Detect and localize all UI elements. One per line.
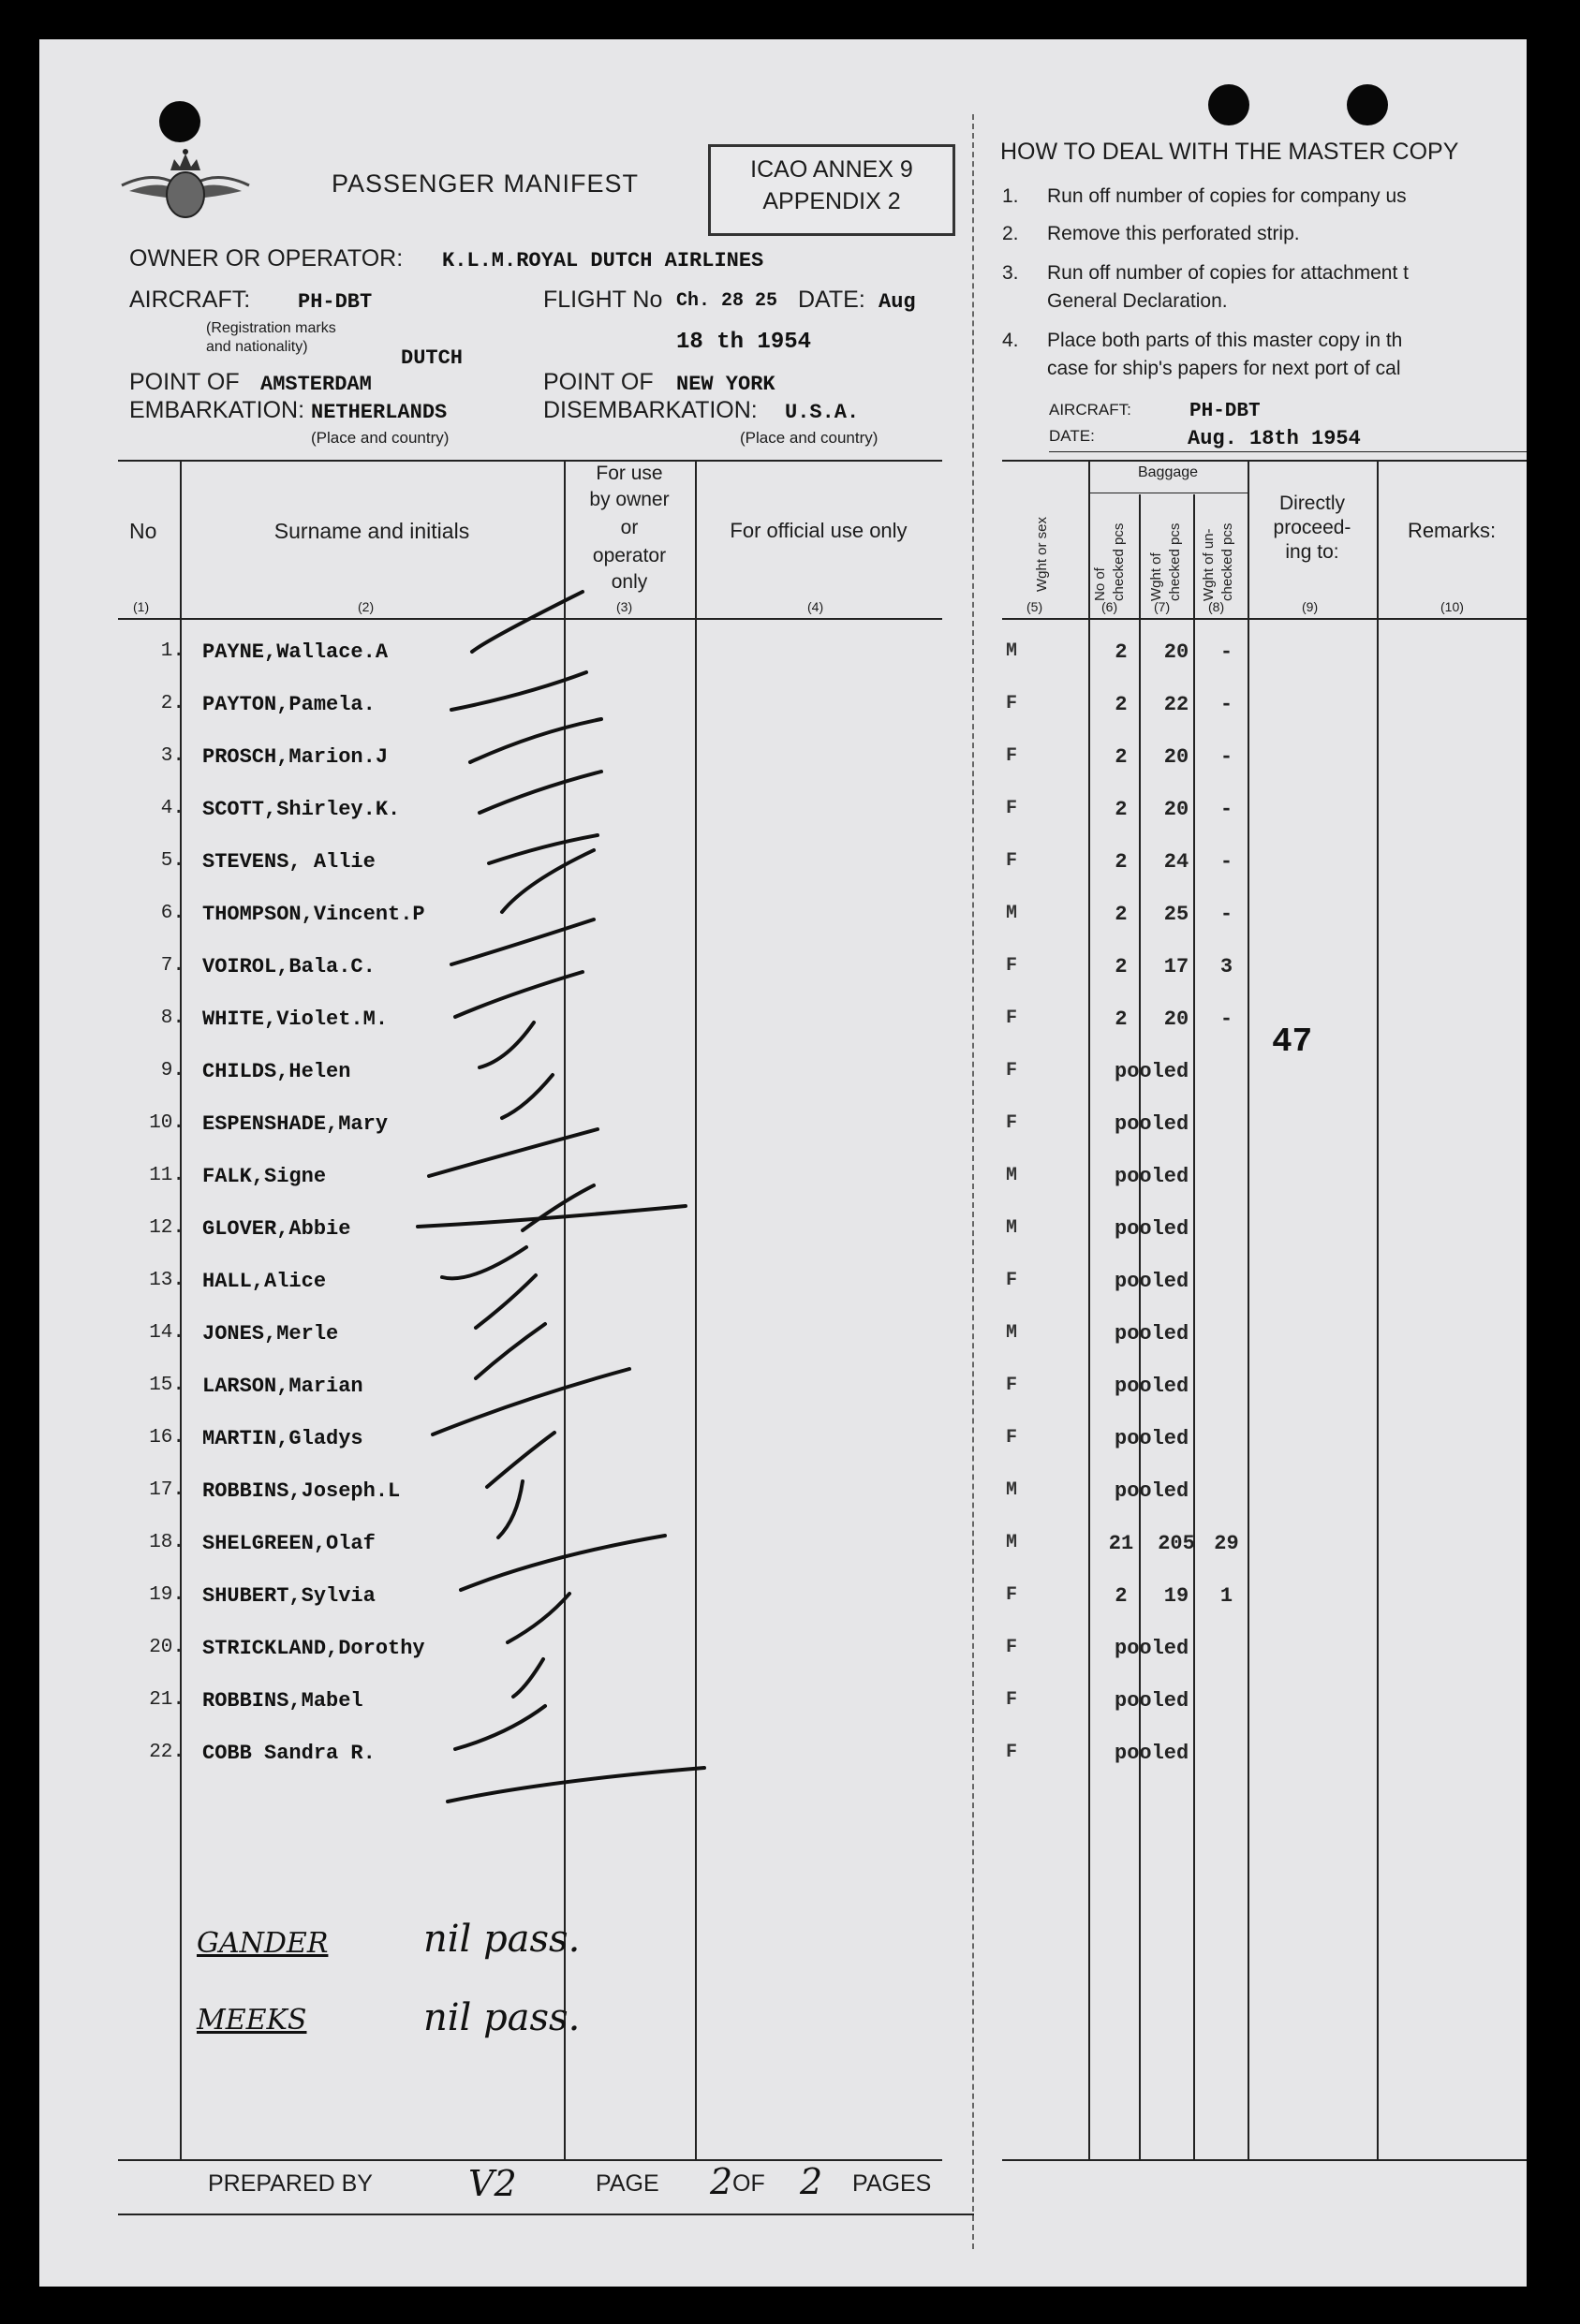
checked-pieces: 2 bbox=[1115, 798, 1128, 821]
checked-pieces: 2 bbox=[1115, 1584, 1128, 1608]
handwritten-checkmarks bbox=[39, 39, 976, 1818]
master-date-value: Aug. 18th 1954 bbox=[1188, 427, 1361, 450]
col-header-for-use-3: or bbox=[620, 517, 639, 538]
col-num-4: (4) bbox=[807, 599, 824, 614]
row-number: 4. bbox=[160, 798, 185, 819]
of-label: OF bbox=[732, 2170, 765, 2197]
disembarkation-label-1: POINT OF bbox=[543, 369, 654, 395]
passenger-name: SHELGREEN,Olaf bbox=[202, 1532, 376, 1555]
col-header-for-use-1: For use bbox=[596, 463, 663, 484]
col-header-surname: Surname and initials bbox=[273, 519, 470, 543]
unchecked-weight: 3 bbox=[1219, 955, 1233, 978]
passenger-name: THOMPSON,Vincent.P bbox=[202, 903, 425, 926]
passenger-sex: F bbox=[1005, 798, 1017, 819]
pooled-note: pooled bbox=[1115, 1427, 1189, 1450]
checked-weight: 205 bbox=[1158, 1532, 1195, 1555]
master-step-3: Run off number of copies for attachment t bbox=[1047, 262, 1409, 284]
checked-pieces: 2 bbox=[1115, 1008, 1128, 1031]
row-number: 18. bbox=[149, 1532, 185, 1553]
unchecked-weight: - bbox=[1219, 640, 1233, 664]
checked-weight: 20 bbox=[1163, 798, 1189, 821]
of-value: 2 bbox=[800, 2161, 823, 2202]
master-step-3-cont: General Declaration. bbox=[1047, 290, 1228, 312]
passenger-name: LARSON,Marian bbox=[202, 1375, 363, 1398]
master-step-2-num: 2. bbox=[1002, 223, 1019, 244]
checked-weight: 20 bbox=[1163, 640, 1189, 664]
row-number: 22. bbox=[149, 1742, 185, 1763]
unchecked-weight: - bbox=[1219, 1008, 1233, 1031]
pages-label: PAGES bbox=[852, 2170, 932, 2197]
unchecked-weight: - bbox=[1219, 798, 1233, 821]
nationality-note: and nationality) bbox=[206, 339, 308, 355]
disembarkation-place-note: (Place and country) bbox=[740, 429, 879, 447]
page-value: 2 bbox=[710, 2161, 733, 2202]
col-header-unchecked-2: checked pcs bbox=[1219, 522, 1235, 601]
row-number: 10. bbox=[149, 1112, 185, 1134]
col-header-no: No bbox=[129, 519, 157, 543]
master-date-underline bbox=[1049, 451, 1527, 452]
passenger-name: ROBBINS,Joseph.L bbox=[202, 1479, 401, 1503]
note-text-1: nil pass. bbox=[423, 1918, 581, 1961]
embarkation-country: NETHERLANDS bbox=[311, 401, 448, 424]
flight-label: FLIGHT No bbox=[543, 287, 663, 313]
note-place-1: GANDER bbox=[197, 1927, 329, 1960]
passenger-sex: M bbox=[1005, 640, 1017, 662]
passenger-sex: F bbox=[1005, 1689, 1017, 1711]
passenger-name: ROBBINS,Mabel bbox=[202, 1689, 363, 1713]
passenger-sex: F bbox=[1005, 1008, 1017, 1029]
registration-note: (Registration marks bbox=[206, 320, 336, 336]
row-number: 11. bbox=[149, 1165, 185, 1186]
passenger-name: JONES,Merle bbox=[202, 1322, 339, 1346]
col-num-7: (7) bbox=[1154, 599, 1171, 614]
row-number: 16. bbox=[149, 1427, 185, 1449]
row-number: 20. bbox=[149, 1637, 185, 1658]
passenger-sex: F bbox=[1005, 745, 1017, 767]
passenger-name: PAYNE,Wallace.A bbox=[202, 640, 389, 664]
col-header-remarks: Remarks: bbox=[1407, 519, 1497, 542]
col-header-for-use-2: by owner bbox=[589, 489, 670, 510]
directly-proceeding-total: 47 bbox=[1272, 1022, 1313, 1061]
col-num-9: (9) bbox=[1302, 599, 1319, 614]
passenger-sex: F bbox=[1005, 850, 1017, 872]
row-number: 12. bbox=[149, 1217, 185, 1239]
prepared-by-label: PREPARED BY bbox=[208, 2170, 373, 2197]
master-step-4-num: 4. bbox=[1002, 330, 1019, 351]
master-step-4: Place both parts of this master copy in th bbox=[1047, 330, 1403, 351]
embarkation-label-1: POINT OF bbox=[129, 369, 240, 395]
col-header-checked-wgt-1: Wght of bbox=[1148, 552, 1164, 601]
pooled-note: pooled bbox=[1115, 1742, 1189, 1765]
table-header-rule-right bbox=[1002, 618, 1527, 620]
passenger-name: COBB Sandra R. bbox=[202, 1742, 376, 1765]
nationality-value: DUTCH bbox=[401, 346, 464, 370]
passenger-sex: M bbox=[1005, 1322, 1017, 1344]
master-aircraft-label: AIRCRAFT: bbox=[1049, 401, 1131, 419]
col-header-for-use-5: only bbox=[611, 571, 648, 593]
row-number: 9. bbox=[160, 1060, 185, 1081]
col-header-sex: Wght or sex bbox=[1034, 516, 1050, 592]
checked-pieces: 2 bbox=[1115, 640, 1128, 664]
row-number: 15. bbox=[149, 1375, 185, 1396]
passenger-sex: F bbox=[1005, 1427, 1017, 1449]
master-aircraft-value: PH-DBT bbox=[1189, 401, 1261, 422]
row-number: 14. bbox=[149, 1322, 185, 1344]
passenger-sex: F bbox=[1005, 1742, 1017, 1763]
col-num-1: (1) bbox=[133, 599, 150, 614]
manifest-sheet bbox=[39, 39, 1527, 2287]
checked-weight: 25 bbox=[1163, 903, 1189, 926]
passenger-name: STRICKLAND,Dorothy bbox=[202, 1637, 425, 1660]
punch-hole bbox=[1208, 84, 1249, 125]
passenger-name: FALK,Signe bbox=[202, 1165, 327, 1188]
disembarkation-country: U.S.A. bbox=[785, 401, 860, 424]
unchecked-weight: 29 bbox=[1214, 1532, 1239, 1555]
passenger-sex: M bbox=[1005, 903, 1017, 924]
checked-pieces: 2 bbox=[1115, 850, 1128, 874]
row-number: 8. bbox=[160, 1008, 185, 1029]
passenger-name: SCOTT,Shirley.K. bbox=[202, 798, 401, 821]
passenger-name: PROSCH,Marion.J bbox=[202, 745, 389, 769]
unchecked-weight: - bbox=[1219, 903, 1233, 926]
col-header-directly-2: proceed- bbox=[1273, 517, 1351, 538]
checked-weight: 20 bbox=[1163, 1008, 1189, 1031]
row-number: 5. bbox=[160, 850, 185, 872]
unchecked-weight: 1 bbox=[1219, 1584, 1233, 1608]
passenger-name: MARTIN,Gladys bbox=[202, 1427, 363, 1450]
col-header-baggage: Baggage bbox=[1137, 464, 1199, 480]
passenger-sex: M bbox=[1005, 1217, 1017, 1239]
checked-weight: 20 bbox=[1163, 745, 1189, 769]
col-header-directly-3: ing to: bbox=[1285, 541, 1339, 563]
col-num-8: (8) bbox=[1208, 599, 1225, 614]
checked-weight: 22 bbox=[1163, 693, 1189, 716]
checked-weight: 17 bbox=[1163, 955, 1189, 978]
pooled-note: pooled bbox=[1115, 1270, 1189, 1293]
passenger-name: WHITE,Violet.M. bbox=[202, 1008, 389, 1031]
checked-pieces: 21 bbox=[1108, 1532, 1134, 1555]
row-number: 13. bbox=[149, 1270, 185, 1291]
aircraft-value: PH-DBT bbox=[298, 290, 373, 314]
pooled-note: pooled bbox=[1115, 1637, 1189, 1660]
flight-value: Ch. 28 25 bbox=[676, 290, 778, 312]
col-num-6: (6) bbox=[1101, 599, 1118, 614]
master-step-4-cont: case for ship's papers for next port of cal bbox=[1047, 358, 1401, 379]
punch-hole bbox=[1347, 84, 1388, 125]
owner-value: K.L.M.ROYAL DUTCH AIRLINES bbox=[442, 249, 764, 272]
passenger-name: STEVENS, Allie bbox=[202, 850, 376, 874]
checked-pieces: 2 bbox=[1115, 955, 1128, 978]
passenger-sex: F bbox=[1005, 1060, 1017, 1081]
passenger-sex: F bbox=[1005, 693, 1017, 714]
col-num-2: (2) bbox=[358, 599, 375, 614]
checked-weight: 19 bbox=[1163, 1584, 1189, 1608]
col-header-official: For official use only bbox=[730, 519, 908, 542]
col-num-5: (5) bbox=[1026, 599, 1043, 614]
pooled-note: pooled bbox=[1115, 1689, 1189, 1713]
checked-pieces: 2 bbox=[1115, 693, 1128, 716]
passenger-name: ESPENSHADE,Mary bbox=[202, 1112, 389, 1136]
embarkation-city: AMSTERDAM bbox=[260, 373, 372, 396]
unchecked-weight: - bbox=[1219, 693, 1233, 716]
note-text-2: nil pass. bbox=[423, 1996, 581, 2039]
passenger-sex: F bbox=[1005, 955, 1017, 977]
row-number: 6. bbox=[160, 903, 185, 924]
manifest-title: PASSENGER MANIFEST bbox=[332, 169, 640, 198]
passenger-name: VOIROL,Bala.C. bbox=[202, 955, 376, 978]
checked-pieces: 2 bbox=[1115, 745, 1128, 769]
passenger-name: CHILDS,Helen bbox=[202, 1060, 351, 1083]
passenger-name: PAYTON,Pamela. bbox=[202, 693, 376, 716]
passenger-sex: F bbox=[1005, 1637, 1017, 1658]
icao-annex: ICAO ANNEX 9 bbox=[750, 156, 913, 183]
col-num-10: (10) bbox=[1440, 599, 1464, 614]
row-number: 7. bbox=[160, 955, 185, 977]
row-number: 21. bbox=[149, 1689, 185, 1711]
col-header-checked-pcs-1: No of bbox=[1092, 567, 1108, 601]
row-number: 1. bbox=[160, 640, 185, 662]
passenger-sex: M bbox=[1005, 1165, 1017, 1186]
master-copy-title: HOW TO DEAL WITH THE MASTER COPY bbox=[1000, 139, 1459, 165]
pooled-note: pooled bbox=[1115, 1060, 1189, 1083]
master-step-1-num: 1. bbox=[1002, 185, 1019, 207]
footer-bottom-rule bbox=[118, 2214, 974, 2215]
master-step-3-num: 3. bbox=[1002, 262, 1019, 284]
embarkation-label-2: EMBARKATION: bbox=[129, 397, 305, 423]
col-header-checked-pcs-2: checked pcs bbox=[1111, 522, 1127, 601]
master-step-2: Remove this perforated strip. bbox=[1047, 223, 1300, 244]
row-number: 3. bbox=[160, 745, 185, 767]
passenger-sex: M bbox=[1005, 1479, 1017, 1501]
passenger-sex: F bbox=[1005, 1270, 1017, 1291]
col-header-unchecked-1: Wght of un- bbox=[1201, 528, 1217, 601]
passenger-sex: F bbox=[1005, 1584, 1017, 1606]
passenger-sex: M bbox=[1005, 1532, 1017, 1553]
prepared-by-value: V2 bbox=[468, 2163, 517, 2204]
checked-weight: 24 bbox=[1163, 850, 1189, 874]
table-bottom-rule-right bbox=[1002, 2159, 1527, 2161]
master-step-1: Run off number of copies for company us bbox=[1047, 185, 1407, 207]
unchecked-weight: - bbox=[1219, 850, 1233, 874]
col-header-for-use-4: operator bbox=[592, 545, 667, 566]
passenger-sex: F bbox=[1005, 1375, 1017, 1396]
note-place-2: MEEKS bbox=[197, 2004, 307, 2037]
passenger-sex: F bbox=[1005, 1112, 1017, 1134]
disembarkation-label-2: DISEMBARKATION: bbox=[543, 397, 758, 423]
pooled-note: pooled bbox=[1115, 1479, 1189, 1503]
owner-label: OWNER OR OPERATOR: bbox=[129, 245, 404, 272]
disembarkation-city: NEW YORK bbox=[676, 373, 775, 396]
col-header-directly-1: Directly bbox=[1278, 493, 1345, 514]
passenger-name: HALL,Alice bbox=[202, 1270, 327, 1293]
master-date-label: DATE: bbox=[1049, 427, 1095, 445]
col-num-3: (3) bbox=[616, 599, 633, 614]
row-number: 2. bbox=[160, 693, 185, 714]
pooled-note: pooled bbox=[1115, 1322, 1189, 1346]
date-month: Aug bbox=[879, 290, 916, 314]
embarkation-place-note: (Place and country) bbox=[311, 429, 450, 447]
checked-pieces: 2 bbox=[1115, 903, 1128, 926]
row-number: 17. bbox=[149, 1479, 185, 1501]
icao-appendix: APPENDIX 2 bbox=[762, 188, 901, 214]
row-number: 19. bbox=[149, 1584, 185, 1606]
pooled-note: pooled bbox=[1115, 1165, 1189, 1188]
passenger-name: SHUBERT,Sylvia bbox=[202, 1584, 376, 1608]
page-label: PAGE bbox=[596, 2170, 659, 2197]
date-label: DATE: bbox=[798, 287, 865, 313]
pooled-note: pooled bbox=[1115, 1375, 1189, 1398]
col-header-checked-wgt-2: checked pcs bbox=[1167, 522, 1183, 601]
pooled-note: pooled bbox=[1115, 1112, 1189, 1136]
unchecked-weight: - bbox=[1219, 745, 1233, 769]
pooled-note: pooled bbox=[1115, 1217, 1189, 1241]
passenger-name: GLOVER,Abbie bbox=[202, 1217, 351, 1241]
table-top-rule-right bbox=[1002, 460, 1527, 462]
date-day-year: 18 th 1954 bbox=[676, 330, 812, 355]
aircraft-label: AIRCRAFT: bbox=[129, 287, 251, 313]
